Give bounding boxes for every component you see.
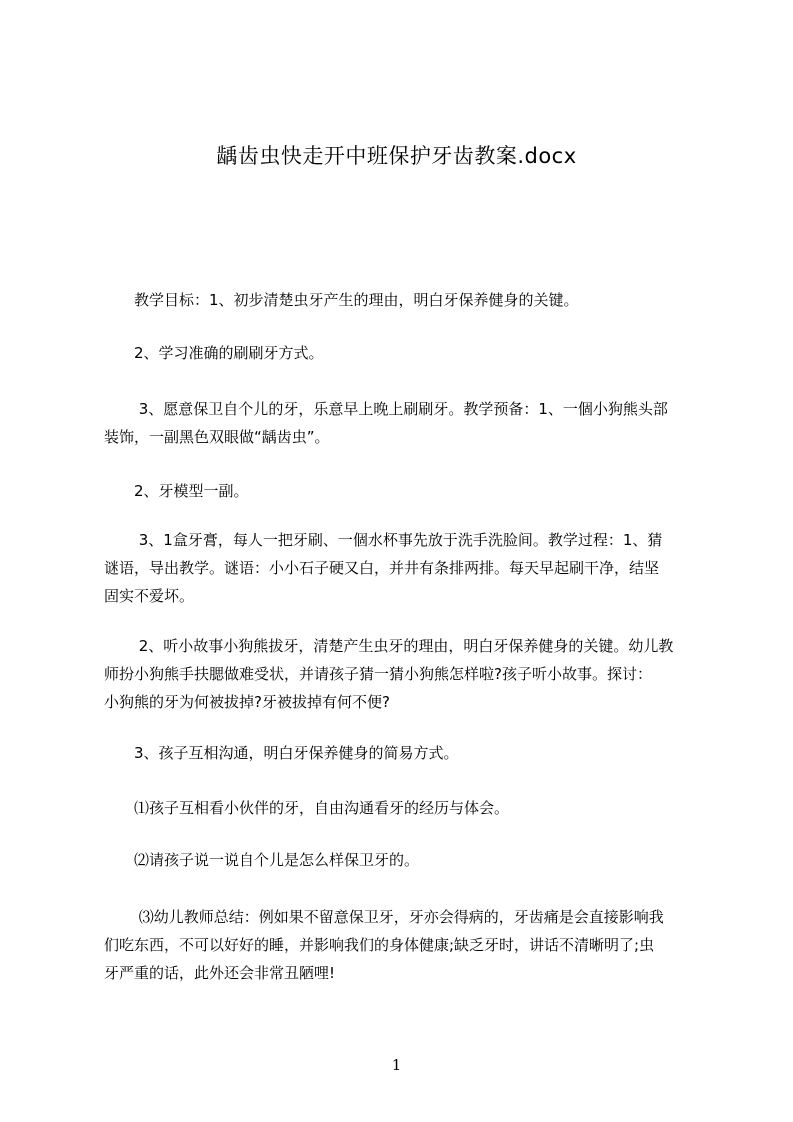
paragraph-line: 教学目标：1、初步清楚虫牙产生的理由，明白牙保养健身的关键。	[104, 291, 579, 309]
paragraph-process-2	[104, 632, 704, 716]
paragraph-line: ⑵请孩子说一说自个儿是怎么样保卫牙的。	[104, 851, 420, 869]
paragraph-line: 谜语，导出教学。谜语：小小石子硬又白，并井有条排两排。每天早起刷干净，结坚	[104, 559, 660, 577]
paragraph-line: 们吃东西，不可以好好的睡，并影响我们的身体健康;缺乏牙时，讲话不清晰明了;虫	[104, 936, 655, 954]
paragraph-line: 3、1盒牙膏，每人一把牙刷、一個水杯事先放于洗手洗脸间。教学过程：1、猜	[104, 531, 663, 549]
paragraph-line: 固实不爱坏。	[104, 587, 195, 605]
paragraph-objectives	[104, 286, 704, 314]
paragraph-process-3	[104, 739, 704, 767]
paragraph-prep-2	[104, 477, 704, 505]
paragraph-line: 3、孩子互相沟通，明白牙保养健身的简易方式。	[104, 744, 459, 762]
paragraph-line: ⑶幼儿教师总结：例如果不留意保卫牙，牙亦会得病的，牙齿痛是会直接影响我	[104, 908, 664, 926]
paragraph-line: 牙严重的话，此外还会非常丑陋哩!	[104, 964, 336, 982]
paragraph-step-1	[104, 794, 704, 822]
paragraph-line: 2、牙模型一副。	[104, 482, 249, 500]
paragraph-prep-3	[104, 526, 704, 610]
paragraph-line: 小狗熊的牙为何被拔掉?牙被拔掉有何不便?	[104, 693, 390, 711]
paragraph-line: 师扮小狗熊手扶腮做难受状，并请孩子猜一猜小狗熊怎样啦?孩子听小故事。探讨：	[104, 665, 652, 683]
paragraph-objective-3	[104, 395, 704, 451]
paragraph-line: 装饰，一副黑色双眼做“龋齿虫”。	[104, 428, 330, 446]
page-number: 1	[391, 1056, 402, 1074]
paragraph-objective-2	[104, 339, 704, 367]
paragraph-line: ⑴孩子互相看小伙伴的牙，自由沟通看牙的经历与体会。	[104, 799, 510, 817]
paragraph-line: 2、听小故事小狗熊拔牙，清楚产生虫牙的理由，明白牙保养健身的关键。幼儿教	[104, 637, 674, 655]
paragraph-step-2	[104, 846, 704, 874]
paragraph-line: 3、愿意保卫自个儿的牙，乐意早上晚上刷刷牙。教学预备：1、一個小狗熊头部	[104, 400, 668, 418]
document-title: 龋齿虫快走开中班保护牙齿教案.docx	[216, 144, 577, 168]
paragraph-step-3	[104, 903, 704, 987]
paragraph-line: 2、学习准确的刷刷牙方式。	[104, 344, 324, 362]
